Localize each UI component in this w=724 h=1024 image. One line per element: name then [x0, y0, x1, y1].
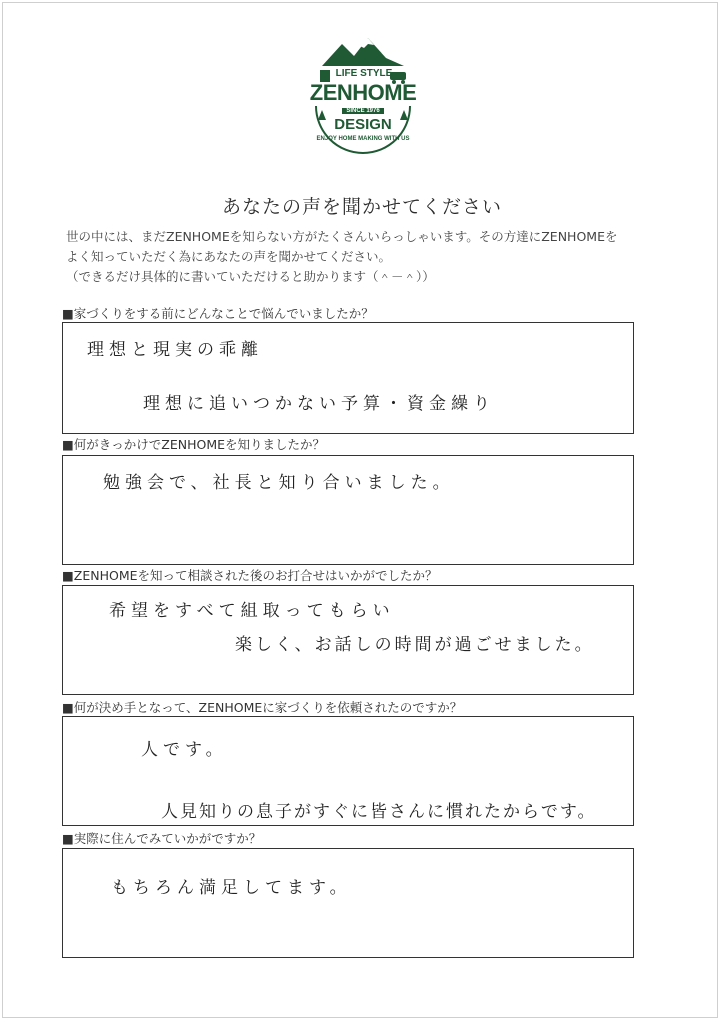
question-3-answer-box	[62, 585, 634, 695]
question-3-answer-line-2: 楽しく、お話しの時間が過ごせました。	[235, 635, 595, 655]
question-3-answer-line-1: 希望をすべて組取ってもらい	[109, 601, 395, 621]
logo-line-design: DESIGN	[334, 116, 392, 133]
question-2-answer-line-1: 勉強会で、社長と知り合いました。	[103, 473, 455, 493]
question-5-answer-box	[62, 848, 634, 958]
intro-line-3: （できるだけ具体的に書いていただけると助かります（＾－＾））	[66, 269, 435, 284]
question-2-answer-box	[62, 455, 634, 565]
intro-line-1: 世の中には、まだZENHOMEを知らない方がたくさんいらっしゃいます。その方達にZENHOMEを	[66, 229, 618, 244]
logo-line-lifestyle: LIFE STYLE	[335, 68, 393, 79]
question-4-answer-line-1: 人です。	[141, 740, 228, 760]
intro-line-2: よく知っていただく為にあなたの声を聞かせてください。	[66, 249, 392, 264]
question-1-label: ■家づくりをする前にどんなことで悩んでいましたか？	[62, 306, 374, 321]
question-5-answer-line-1: もちろん満足してます。	[111, 878, 352, 898]
question-4-label: ■何が決め手となって、ZENHOMEに家づくりを依頼されたのですか？	[62, 700, 463, 715]
question-5-label: ■実際に住んでみていかがですか？	[62, 831, 262, 846]
question-1-answer-line-1: 理想と現実の乖離	[87, 340, 263, 360]
page-title: あなたの声を聞かせてください	[221, 196, 502, 218]
zenhome-logo	[308, 36, 418, 156]
question-4-answer-box	[62, 716, 634, 826]
question-4-answer-line-2: 人見知りの息子がすぐに皆さんに慣れたからです。	[161, 802, 597, 822]
question-1-answer-line-2: 理想に追いつかない予算・資金繰り	[143, 394, 495, 414]
question-2-label: ■何がきっかけでZENHOMEを知りましたか？	[62, 437, 326, 452]
logo-line-since: SINCE 1976	[342, 108, 384, 114]
logo-line-zenhome: ZENHOME	[309, 80, 417, 105]
question-3-label: ■ZENHOMEを知って相談された後のお打合せはいかがでしたか？	[62, 568, 438, 583]
question-1-answer-box	[62, 322, 634, 434]
logo-line-tagline: ENJOY HOME MAKING WITH US	[316, 136, 410, 142]
